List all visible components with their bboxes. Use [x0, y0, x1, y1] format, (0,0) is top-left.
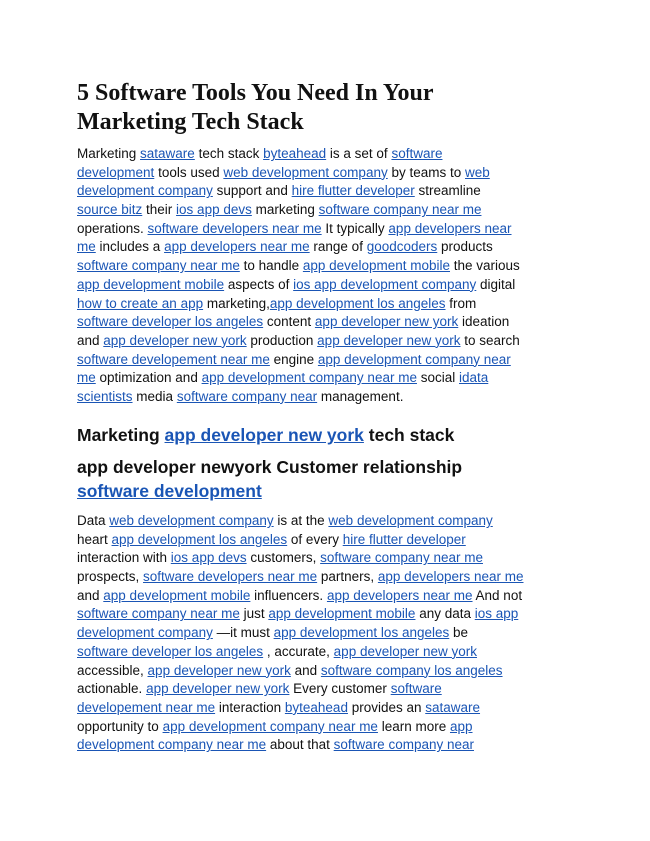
text-line: [77, 145, 577, 164]
body-text: be: [449, 625, 469, 641]
hyperlink[interactable]: app developers near me: [164, 239, 310, 255]
body-text: —it must: [212, 625, 274, 641]
body-text: is at the: [273, 513, 329, 528]
hyperlink[interactable]: development company: [77, 625, 213, 641]
body-text: content: [263, 314, 315, 330]
text-line: [77, 718, 577, 737]
hyperlink[interactable]: software company near me: [318, 202, 482, 218]
text-line: [77, 662, 577, 681]
hyperlink[interactable]: software company near: [333, 737, 474, 753]
text-line: [77, 624, 577, 643]
text-line: [77, 182, 577, 201]
hyperlink[interactable]: app developer new york: [314, 314, 459, 330]
text-line: [77, 736, 577, 755]
body-text: interaction: [215, 699, 285, 715]
body-text: partners,: [317, 569, 378, 585]
hyperlink[interactable]: app developer new york: [147, 662, 291, 678]
body-text: influencers.: [250, 587, 327, 603]
text-line: [77, 332, 577, 351]
text-line: [77, 568, 577, 587]
body-text: about that: [266, 737, 334, 753]
hyperlink[interactable]: development company near me: [77, 737, 267, 753]
hyperlink[interactable]: ios app development company: [293, 276, 477, 292]
body-text: and: [77, 332, 104, 348]
body-text: provides an: [347, 699, 426, 715]
section-heading-crm-line-1: [77, 455, 462, 479]
hyperlink[interactable]: app development los angeles: [273, 625, 450, 641]
body-text: prospects,: [77, 569, 144, 585]
hyperlink[interactable]: byteahead: [263, 146, 327, 161]
body-text: is a set of: [326, 146, 392, 161]
hyperlink[interactable]: byteahead: [284, 699, 348, 715]
body-text: to search: [460, 332, 520, 348]
body-text: streamline: [414, 183, 481, 199]
hyperlink[interactable]: how to create an app: [77, 295, 204, 311]
title-line-1: 5 Software Tools You Need In Your: [77, 80, 434, 106]
hyperlink[interactable]: app developers near: [388, 220, 512, 236]
hyperlink[interactable]: source bitz: [77, 202, 143, 218]
hyperlink[interactable]: software developement near me: [77, 351, 270, 367]
body-text: aspects of: [224, 276, 294, 292]
hyperlink[interactable]: me: [77, 370, 96, 386]
hyperlink[interactable]: software company near me: [77, 606, 240, 622]
body-text: It typically: [321, 220, 389, 236]
hyperlink[interactable]: development company: [77, 183, 213, 199]
body-text: social: [416, 370, 459, 386]
body-text: support and: [212, 183, 292, 199]
hyperlink[interactable]: software company near me: [77, 258, 240, 274]
body-text: ideation: [458, 314, 510, 330]
data-paragraph: [77, 512, 577, 755]
body-text: customers,: [246, 550, 321, 566]
hyperlink[interactable]: development: [77, 164, 155, 180]
body-text: tools used: [154, 164, 224, 180]
hyperlink[interactable]: goodcoders: [366, 239, 438, 255]
body-text: to handle: [239, 258, 303, 274]
text-line: [77, 549, 577, 568]
text-line: [77, 238, 577, 257]
body-text: media: [132, 388, 177, 404]
hyperlink[interactable]: app developer new york: [164, 425, 364, 445]
hyperlink[interactable]: app development mobile: [103, 587, 251, 603]
hyperlink[interactable]: app developer new york: [146, 681, 290, 697]
text-line: [77, 295, 577, 314]
hyperlink[interactable]: software development: [77, 481, 262, 501]
hyperlink[interactable]: app development company near me: [162, 718, 378, 734]
intro-paragraph: [77, 145, 577, 407]
hyperlink[interactable]: hire flutter developer: [342, 531, 466, 547]
body-text: Data: [77, 513, 110, 528]
hyperlink[interactable]: web: [465, 164, 490, 180]
text-line: [77, 512, 577, 531]
hyperlink[interactable]: ios app devs: [176, 202, 252, 218]
hyperlink[interactable]: app development company near: [317, 351, 511, 367]
body-text: any data: [415, 606, 475, 622]
hyperlink[interactable]: software developer los angeles: [77, 314, 264, 330]
body-text: optimization and: [95, 370, 202, 386]
text-line: [77, 257, 577, 276]
hyperlink[interactable]: app developer new york: [333, 643, 478, 659]
body-text: products: [437, 239, 493, 255]
body-text: and: [290, 662, 321, 678]
text-line: [77, 220, 577, 239]
hyperlink[interactable]: app developers near me: [377, 569, 524, 585]
text-line: [77, 605, 577, 624]
hyperlink[interactable]: web development company: [109, 513, 274, 528]
page-title: [77, 79, 597, 137]
body-text: app developer newyork Customer relationship: [77, 457, 463, 477]
hyperlink[interactable]: sataware: [425, 699, 481, 715]
body-text: and: [77, 587, 104, 603]
text-line: [77, 201, 577, 220]
body-text: just: [239, 606, 269, 622]
body-text: Marketing: [77, 146, 141, 161]
body-text: learn more: [377, 718, 450, 734]
text-line: [77, 276, 577, 295]
text-line: [77, 313, 577, 332]
hyperlink[interactable]: sataware: [140, 146, 195, 161]
body-text: management.: [317, 388, 404, 404]
body-text: operations.: [77, 220, 148, 236]
text-line: [77, 369, 577, 388]
body-text: Marketing: [77, 425, 165, 445]
body-text: their: [142, 202, 177, 218]
body-text: actionable.: [77, 681, 147, 697]
text-line: [77, 587, 577, 606]
body-text: And not: [472, 587, 523, 603]
hyperlink[interactable]: software company los angeles: [320, 662, 503, 678]
hyperlink[interactable]: app development company near me: [201, 370, 417, 386]
body-text: from: [445, 295, 477, 311]
hyperlink[interactable]: software company near: [176, 388, 318, 404]
body-text: opportunity to: [77, 718, 163, 734]
hyperlink[interactable]: developement near me: [77, 699, 216, 715]
hyperlink[interactable]: ios app devs: [170, 550, 247, 566]
hyperlink[interactable]: software: [391, 146, 443, 161]
hyperlink[interactable]: app development mobile: [77, 276, 225, 292]
section-heading-marketing: [77, 423, 454, 447]
body-text: production: [246, 332, 318, 348]
hyperlink[interactable]: web development company: [223, 164, 388, 180]
body-text: marketing,: [203, 295, 270, 311]
text-line: [77, 643, 577, 662]
hyperlink[interactable]: me: [77, 239, 96, 255]
body-text: heart: [77, 531, 112, 547]
body-text: , accurate,: [263, 643, 334, 659]
body-text: of every: [287, 531, 343, 547]
hyperlink[interactable]: software developers near me: [147, 220, 322, 236]
text-line: [77, 164, 577, 183]
hyperlink[interactable]: web development company: [328, 513, 493, 528]
hyperlink[interactable]: software developers near me: [143, 569, 318, 585]
body-text: interaction with: [77, 550, 171, 566]
hyperlink[interactable]: idata: [459, 370, 489, 386]
hyperlink[interactable]: software developer los angeles: [77, 643, 264, 659]
text-line: [77, 680, 577, 699]
hyperlink[interactable]: hire flutter developer: [291, 183, 415, 199]
hyperlink[interactable]: app development mobile: [268, 606, 416, 622]
hyperlink[interactable]: software: [390, 681, 442, 697]
body-text: includes a: [95, 239, 165, 255]
body-text: tech stack: [363, 425, 455, 445]
hyperlink[interactable]: app development los angeles: [111, 531, 288, 547]
body-text: the various: [450, 258, 520, 274]
hyperlink[interactable]: app developers near me: [326, 587, 473, 603]
body-text: accessible,: [77, 662, 148, 678]
text-line: [77, 699, 577, 718]
section-heading-crm-line-2: [77, 479, 462, 503]
body-text: by teams to: [387, 164, 466, 180]
body-text: digital: [476, 276, 516, 292]
text-line: [77, 531, 577, 550]
hyperlink[interactable]: ios app: [474, 606, 519, 622]
title-line-2: Marketing Tech Stack: [77, 109, 304, 135]
hyperlink[interactable]: software company near me: [320, 550, 483, 566]
body-text: range of: [309, 239, 367, 255]
body-text: Every customer: [289, 681, 391, 697]
text-line: [77, 388, 577, 407]
hyperlink[interactable]: app development los angeles: [269, 295, 446, 311]
body-text: tech stack: [194, 146, 264, 161]
hyperlink[interactable]: scientists: [77, 388, 133, 404]
hyperlink[interactable]: app: [449, 718, 473, 734]
body-text: marketing: [251, 202, 319, 218]
hyperlink[interactable]: app developer new york: [317, 332, 461, 348]
body-text: engine: [269, 351, 318, 367]
hyperlink[interactable]: app developer new york: [103, 332, 247, 348]
section-heading-crm: [77, 455, 462, 503]
hyperlink[interactable]: app development mobile: [302, 258, 450, 274]
text-line: [77, 351, 577, 370]
